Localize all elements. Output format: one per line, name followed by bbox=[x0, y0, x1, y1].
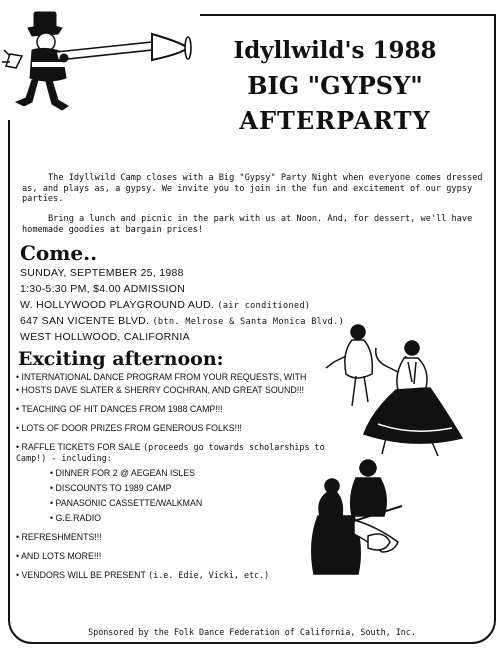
list-item-text: AND LOTS MORE!!! bbox=[21, 551, 102, 561]
event-date: SUNDAY, SEPTEMBER 25, 1988 bbox=[20, 267, 184, 279]
poster-title bbox=[190, 36, 480, 138]
list-item-text: LOTS OF DOOR PRIZES FROM GENEROUS FOLKS!!! bbox=[21, 423, 242, 433]
title-line-1: Idyllwild's 1988 bbox=[233, 37, 437, 64]
raffle-note: (proceeds go towards scholarships to Camp!) - including: bbox=[16, 442, 325, 463]
afternoon-heading: Exciting afternoon: bbox=[18, 348, 224, 370]
list-item: • AND LOTS MORE!!! bbox=[16, 551, 102, 561]
come-heading: Come.. bbox=[20, 241, 98, 265]
list-item: • LOTS OF DOOR PRIZES FROM GENEROUS FOLKS!!! bbox=[16, 423, 242, 433]
raffle-item: • G.E.RADIO bbox=[50, 513, 101, 523]
event-city: WEST HOLLWOOD, CALIFORNIA bbox=[20, 331, 190, 343]
raffle-lead: RAFFLE TICKETS FOR SALE bbox=[21, 442, 141, 452]
list-item: • TEACHING OF HIT DANCES FROM 1988 CAMP!!! bbox=[16, 404, 223, 414]
sponsor-footer: Sponsored by the Folk Dance Federation of California, South, Inc. bbox=[88, 627, 416, 637]
afternoon-list bbox=[16, 372, 346, 589]
intro-paragraph-1: The Idyllwild Camp closes with a Big "Gypsy" Party Night when everyone comes dressed as, and plays as, a gypsy. We invite you to join in the fun and excitement of our gypsy parties. bbox=[22, 173, 483, 204]
intro-paragraph-2: Bring a lunch and picnic in the park with us at Noon. And, for dessert, we'll have homemade goodies at bargain prices! bbox=[22, 214, 473, 235]
vendors-note: (i.e. Edie, Vicki, etc.) bbox=[148, 570, 270, 580]
vendors-lead: VENDORS WILL BE PRESENT bbox=[21, 570, 146, 580]
event-time: 1:30-5:30 PM, $4.00 ADMISSION bbox=[20, 283, 186, 295]
raffle-item: • PANASONIC CASSETTE/WALKMAN bbox=[50, 498, 203, 508]
list-item: • REFRESHMENTS!!! bbox=[16, 532, 102, 542]
raffle-item: • DINNER FOR 2 @ AEGEAN ISLES bbox=[50, 468, 195, 478]
title-line-2: BIG "GYPSY" bbox=[247, 71, 423, 100]
list-item-text: TEACHING OF HIT DANCES FROM 1988 CAMP!!! bbox=[21, 404, 223, 414]
list-item: • INTERNATIONAL DANCE PROGRAM FROM YOUR REQUESTS, WITH bbox=[16, 372, 307, 382]
raffle-item-text: PANASONIC CASSETTE/WALKMAN bbox=[55, 498, 203, 508]
list-item-text: INTERNATIONAL DANCE PROGRAM FROM YOUR REQUESTS, WITH bbox=[21, 372, 307, 382]
musicians-illustration bbox=[298, 456, 406, 578]
dancing-couple-illustration bbox=[312, 312, 500, 458]
venue-note: (air conditioned) bbox=[217, 301, 311, 311]
list-item: • VENDORS WILL BE PRESENT (i.e. Edie, Vicki, etc.) bbox=[16, 570, 270, 580]
list-item-text: HOSTS DAVE SLATER & SHERRY COCHRAN, AND GREAT SOUND!!! bbox=[21, 385, 305, 395]
event-details bbox=[20, 265, 360, 345]
list-item: • RAFFLE TICKETS FOR SALE (proceeds go towards scholarships to Camp!) - including: bbox=[16, 442, 325, 463]
list-item: • HOSTS DAVE SLATER & SHERRY COCHRAN, AND GREAT SOUND!!! bbox=[16, 385, 305, 395]
event-address-line bbox=[20, 313, 360, 329]
address-note: (btn. Melrose & Santa Monica Blvd.) bbox=[152, 317, 345, 327]
raffle-item: • DISCOUNTS TO 1989 CAMP bbox=[50, 483, 172, 493]
raffle-item-text: G.E.RADIO bbox=[55, 513, 101, 523]
raffle-item-text: DINNER FOR 2 @ AEGEAN ISLES bbox=[55, 468, 195, 478]
list-item-text: REFRESHMENTS!!! bbox=[21, 532, 102, 542]
event-venue-line bbox=[20, 297, 360, 313]
event-address: 647 SAN VICENTE BLVD. bbox=[20, 315, 150, 327]
raffle-item-text: DISCOUNTS TO 1989 CAMP bbox=[55, 483, 172, 493]
event-venue: W. HOLLYWOOD PLAYGROUND AUD. bbox=[20, 299, 215, 311]
herald-trumpeter-illustration bbox=[2, 6, 192, 116]
title-line-3: AFTERPARTY bbox=[239, 106, 431, 135]
